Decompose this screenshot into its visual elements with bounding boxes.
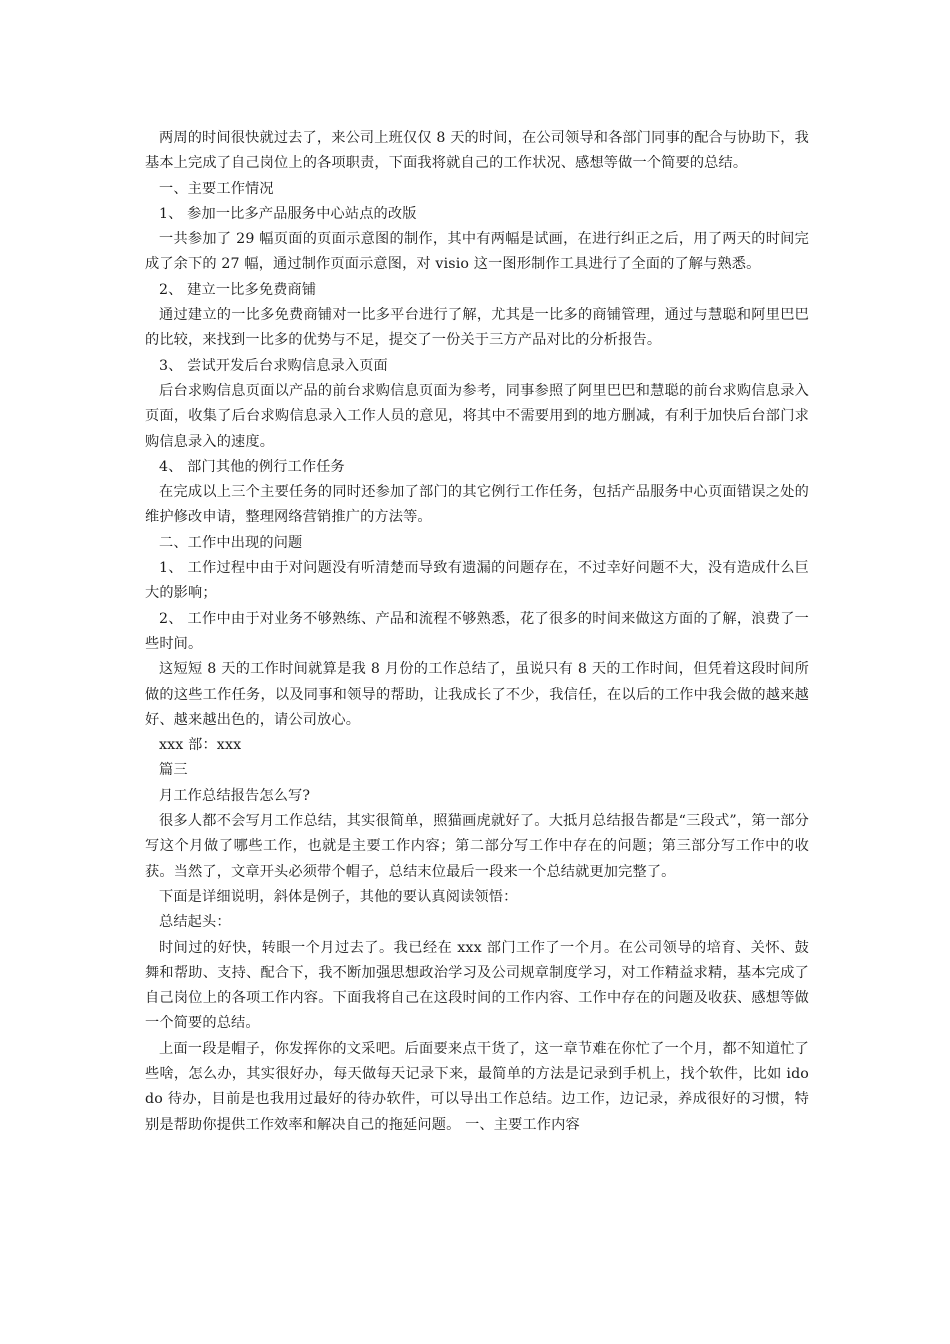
item-heading-4: 4、 部门其他的例行工作任务	[159, 458, 345, 475]
signature-line: xxx 部：xxx	[159, 737, 242, 754]
chapter-title: 月工作总结报告怎么写?	[159, 787, 311, 804]
body-paragraph: 通过建立的一比多免费商铺对一比多平台进行了解，尤其是一比多的商铺管理，通过与慧聪和阿里巴巴的比较，来找到一比多的优势与不足，提交了一份关于三方产品对比的分析报告。	[145, 307, 809, 349]
item-heading-2: 2、 建立一比多免费商铺	[159, 281, 317, 298]
section-heading-main-work: 一、主要工作情况	[159, 180, 274, 197]
document-page	[145, 126, 809, 1138]
subheading-opening: 总结起头：	[159, 914, 231, 931]
conclusion-paragraph: 这短短 8 天的工作时间就算是我 8 月份的工作总结了，虽说只有 8 天的工作时间，但凭着这段时间所做的这些工作任务，以及同事和领导的帮助，让我成长了不少，我信任，在以后的工作中我会做的越来越好、越来越出色的，请公司放心。	[145, 661, 809, 728]
chapter-label: 篇三	[159, 762, 188, 779]
body-paragraph: 一共参加了 29 幅页面的页面示意图的制作，其中有两幅是试画，在进行纠正之后，用了两天的时间完成了余下的 27 幅，通过制作页面示意图，对 visio 这一图形制作工具进行了全面的了解与熟悉。	[145, 231, 809, 273]
body-paragraph: 很多人都不会写月工作总结，其实很简单，照猫画虎就好了。大抵月总结报告都是“三段式”，第一部分写这个月做了哪些工作，也就是主要工作内容；第二部分写工作中存在的问题；第三部分写工作中的收获。当然了，文章开头必须带个帽子，总结末位最后一段来一个总结就更加完整了。	[145, 813, 809, 880]
problem-item-2: 2、 工作中由于对业务不够熟练、产品和流程不够熟悉，花了很多的时间来做这方面的了解，浪费了一些时间。	[145, 610, 809, 652]
body-paragraph: 上面一段是帽子，你发挥你的文采吧。后面要来点干货了，这一章节难在你忙了一个月，都不知道忙了些啥，怎么办，其实很好办，每天做每天记录下来，最简单的方法是记录到手机上，找个软件，比如 idodo 待办，目前是也我用过最好的待办软件，可以导出工作总结。边工作，边记录，养成很好的习惯，特别是帮助你提供工作效率和解决自己的拖延问题。 一、主要工作内容	[145, 1040, 809, 1133]
body-paragraph: 下面是详细说明，斜体是例子，其他的要认真阅读领悟：	[159, 888, 518, 905]
problem-item-1: 1、 工作过程中由于对问题没有听清楚而导致有遗漏的问题存在，不过幸好问题不大，没有造成什么巨大的影响；	[145, 560, 809, 602]
example-paragraph: 时间过的好快，转眼一个月过去了。我已经在 xxx 部门工作了一个月。在公司领导的培育、关怀、鼓舞和帮助、支持、配合下，我不断加强思想政治学习及公司规章制度学习，对工作精益求精，基本完成了自己岗位上的各项工作内容。下面我将自己在这段时间的工作内容、工作中存在的问题及收获、感想等做一个简要的总结。	[145, 939, 809, 1032]
item-heading-3: 3、 尝试开发后台求购信息录入页面	[159, 357, 388, 374]
item-heading-1: 1、 参加一比多产品服务中心站点的改版	[159, 205, 417, 222]
section-heading-problems: 二、工作中出现的问题	[159, 534, 303, 551]
intro-paragraph: 两周的时间很快就过去了，来公司上班仅仅 8 天的时间，在公司领导和各部门同事的配合与协助下，我基本上完成了自己岗位上的各项职责，下面我将就自己的工作状况、感想等做一个简要的总结。	[145, 130, 809, 172]
body-paragraph: 在完成以上三个主要任务的同时还参加了部门的其它例行工作任务，包括产品服务中心页面错误之处的维护修改申请，整理网络营销推广的方法等。	[145, 484, 809, 526]
body-paragraph: 后台求购信息页面以产品的前台求购信息页面为参考，同事参照了阿里巴巴和慧聪的前台求购信息录入页面，收集了后台求购信息录入工作人员的意见，将其中不需要用到的地方删减，有利于加快后台部门求购信息录入的速度。	[145, 382, 809, 450]
